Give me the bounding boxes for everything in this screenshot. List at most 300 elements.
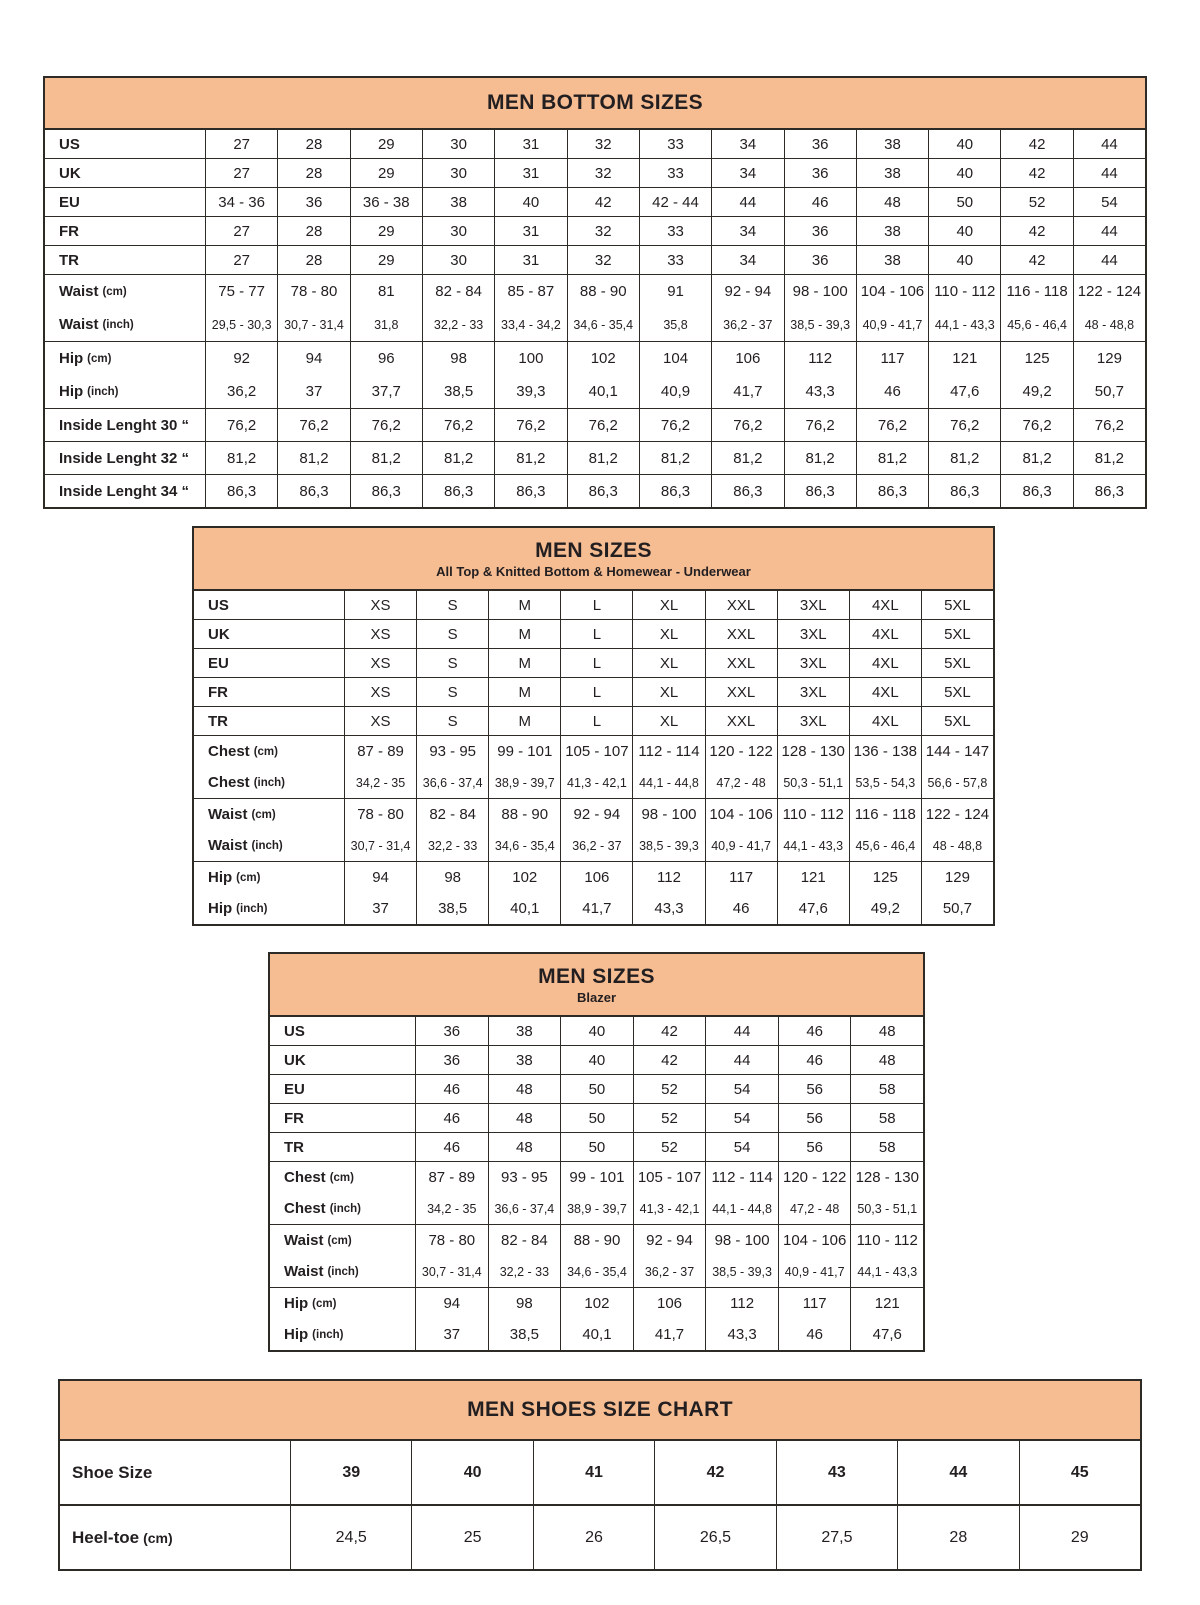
size-value: 3XL (799, 683, 827, 701)
size-value: 86,3 (588, 482, 618, 500)
size-cell (488, 1288, 561, 1350)
size-cell (1000, 217, 1072, 245)
size-value: 40,1 (588, 383, 618, 400)
size-cell (784, 442, 856, 474)
size-value: 36 (811, 251, 829, 269)
size-cell (777, 678, 849, 706)
size-value: 37 (443, 1326, 461, 1343)
size-cell (567, 217, 639, 245)
size-cell (921, 707, 993, 735)
size-value: 41,7 (654, 1326, 685, 1343)
size-value: 29 (377, 222, 395, 240)
size-cell (784, 188, 856, 216)
size-cell (415, 1075, 488, 1103)
size-value: 93 - 95 (429, 743, 477, 760)
size-value: 29 (1070, 1528, 1089, 1546)
size-cell (639, 475, 711, 507)
size-cell (777, 620, 849, 648)
size-cell (494, 409, 566, 441)
size-cell (850, 1075, 923, 1103)
size-cell (776, 1441, 897, 1504)
size-value: 30 (450, 164, 467, 182)
size-value: 110 - 112 (934, 283, 996, 300)
table-row (60, 1504, 1140, 1569)
row-label-line (72, 1441, 152, 1504)
size-value: 48 (516, 1080, 533, 1098)
size-value: 40 (956, 135, 974, 153)
size-value: 76,2 (588, 416, 618, 434)
size-cell (422, 246, 494, 274)
size-cell (205, 342, 277, 408)
size-value: 39 (342, 1463, 361, 1481)
size-value: 76,2 (516, 416, 546, 434)
size-cell (560, 707, 632, 735)
size-cell (633, 1133, 706, 1161)
row-label-text: Shoe Size (72, 1462, 153, 1482)
size-value: 40 (588, 1022, 606, 1040)
row-label-text: Waist (59, 283, 99, 300)
row-label-unit: (cm) (102, 285, 127, 298)
row-label-line (59, 246, 79, 274)
size-cell (778, 1046, 851, 1074)
size-value: 128 - 130 (855, 1169, 919, 1186)
row-label-line (208, 736, 278, 767)
size-cell (560, 799, 632, 861)
size-cell (350, 159, 422, 187)
size-value: 50 (588, 1138, 606, 1156)
row-label-line (208, 591, 229, 619)
size-value: 106 (735, 350, 761, 367)
table-row (45, 341, 1145, 408)
size-cell (849, 862, 921, 924)
size-cell (488, 707, 560, 735)
size-cell (416, 591, 488, 619)
size-cell (1073, 246, 1145, 274)
size-value: 136 - 138 (853, 743, 918, 760)
size-value: 43,3 (805, 383, 835, 400)
size-value: 38,5 - 39,3 (790, 317, 851, 332)
size-cell (560, 736, 632, 798)
size-cell (422, 475, 494, 507)
size-value: 34,2 - 35 (355, 775, 406, 790)
men-shoes-size-table (58, 1379, 1142, 1571)
size-cell (411, 1506, 532, 1569)
size-cell (416, 862, 488, 924)
size-value: XXL (726, 654, 756, 672)
size-value: 38,5 - 39,3 (712, 1264, 772, 1279)
size-value: 50,3 - 51,1 (783, 775, 844, 790)
size-cell (205, 475, 277, 507)
size-value: M (518, 712, 532, 730)
size-cell (1000, 342, 1072, 408)
row-label-unit: (inch) (329, 1202, 361, 1215)
size-value: 50,7 (942, 900, 973, 917)
table-row (194, 706, 993, 735)
size-value: 78 - 80 (357, 806, 404, 823)
size-cell (633, 1225, 706, 1287)
size-cell (277, 442, 349, 474)
size-value: 85 - 87 (507, 283, 555, 300)
size-cell (778, 1104, 851, 1132)
size-value: 116 - 118 (854, 806, 916, 823)
size-value: 46 (443, 1138, 461, 1156)
size-value: 121 (874, 1295, 900, 1312)
size-cell (560, 1133, 633, 1161)
size-value: 52 (661, 1109, 678, 1127)
size-cell (921, 799, 993, 861)
size-value: 40,9 - 41,7 (784, 1264, 845, 1279)
size-value: 28 (305, 251, 323, 269)
row-label-line (208, 799, 276, 830)
size-value: 28 (305, 222, 323, 240)
size-cell (277, 475, 349, 507)
size-cell (856, 246, 928, 274)
size-cell (277, 159, 349, 187)
size-value: 42 (1028, 135, 1046, 153)
size-value: XL (659, 625, 679, 643)
size-value: S (447, 596, 458, 614)
size-cell (1019, 1441, 1140, 1504)
size-value: 52 (1028, 193, 1046, 211)
row-label-line (59, 375, 118, 408)
size-value: 5XL (944, 683, 971, 701)
size-value: 45 (1070, 1463, 1089, 1481)
size-value: 44,1 - 43,3 (783, 838, 844, 853)
size-cell (633, 1046, 706, 1074)
size-value: M (518, 596, 532, 614)
row-label-text: UK (59, 164, 81, 182)
size-cell (350, 275, 422, 341)
table-title: MEN SIZES (538, 965, 655, 988)
size-value: 34,6 - 35,4 (494, 838, 555, 853)
size-value: 27 (233, 251, 250, 269)
size-cell (849, 707, 921, 735)
size-value: 38,5 (509, 1326, 539, 1343)
size-cell (849, 649, 921, 677)
size-value: 92 (233, 350, 250, 367)
size-value: 102 (590, 350, 616, 367)
size-cell (1073, 188, 1145, 216)
size-value: 49,2 (1022, 383, 1052, 400)
size-value: 41,7 (582, 900, 612, 917)
size-cell (711, 442, 783, 474)
size-cell (350, 342, 422, 408)
size-cell (1073, 275, 1145, 341)
row-label-line (284, 1288, 336, 1319)
size-value: 50 (956, 193, 974, 211)
size-value: 29 (377, 251, 395, 269)
size-value: 38,5 (438, 900, 468, 917)
size-value: 78 - 80 (290, 283, 338, 300)
size-value: 32,2 - 33 (499, 1264, 550, 1279)
size-value: 44,1 - 43,3 (857, 1264, 918, 1279)
row-label-unit: (inch) (253, 776, 285, 789)
row-label-line (208, 649, 229, 677)
size-value: 32 (594, 135, 612, 153)
size-value: 88 - 90 (579, 283, 627, 300)
size-cell (928, 475, 1000, 507)
size-value: 34,6 - 35,4 (567, 1264, 627, 1279)
size-value: 29,5 - 30,3 (211, 317, 272, 332)
size-cell (416, 678, 488, 706)
size-cell (560, 1046, 633, 1074)
size-cell (350, 217, 422, 245)
size-value: 4XL (871, 625, 899, 643)
row-label-unit: (cm) (143, 1529, 173, 1546)
size-value: XL (659, 712, 679, 730)
size-value: 102 (584, 1295, 610, 1312)
size-value: 25 (463, 1528, 482, 1546)
size-value: 3XL (799, 625, 827, 643)
size-value: 47,6 (798, 900, 828, 917)
size-value: 40,9 (660, 383, 691, 400)
size-value: 4XL (871, 712, 899, 730)
size-value: 36 (811, 135, 829, 153)
size-value: 48 (878, 1051, 896, 1069)
size-value: 81,2 (371, 449, 401, 467)
row-label-text: FR (59, 222, 79, 240)
size-value: 44 (739, 193, 757, 211)
size-value: 38,9 - 39,7 (567, 1201, 627, 1216)
row-label-line (59, 217, 79, 245)
size-cell (705, 1162, 778, 1224)
size-value: 38,5 (443, 383, 474, 400)
table-row (270, 1074, 923, 1103)
size-cell (639, 275, 711, 341)
size-cell (705, 649, 777, 677)
size-value: 34 (739, 164, 757, 182)
size-value: 104 (663, 350, 689, 367)
row-label-unit: (cm) (312, 1297, 337, 1310)
size-cell (494, 159, 566, 187)
men-sizes-top-table (192, 526, 995, 926)
size-cell (567, 275, 639, 341)
size-cell (488, 620, 560, 648)
size-value: XS (370, 712, 391, 730)
size-cell (494, 342, 566, 408)
size-cell (1073, 342, 1145, 408)
size-cell (639, 246, 711, 274)
size-cell (350, 475, 422, 507)
size-value: 86,3 (299, 482, 329, 500)
size-value: 52 (661, 1138, 678, 1156)
row-label-line (284, 1193, 361, 1224)
size-value: 93 - 95 (501, 1169, 548, 1186)
table-row (194, 798, 993, 861)
size-cell (784, 475, 856, 507)
size-value: 52 (661, 1080, 678, 1098)
size-cell (921, 736, 993, 798)
row-label-unit: (cm) (236, 871, 261, 884)
size-cell (488, 736, 560, 798)
size-value: 33 (667, 135, 684, 153)
size-value: 33 (667, 164, 684, 182)
table-row (194, 735, 993, 798)
table-row (270, 1103, 923, 1132)
size-cell (488, 1225, 561, 1287)
size-cell (928, 130, 1000, 158)
size-value: 99 - 101 (569, 1169, 625, 1186)
size-cell (1073, 217, 1145, 245)
size-value: 58 (878, 1080, 896, 1098)
size-cell (560, 591, 632, 619)
size-value: 37 (372, 900, 389, 917)
size-value: 47,2 - 48 (790, 1201, 840, 1216)
size-value: 125 (872, 869, 898, 886)
size-value: 44 (1101, 251, 1118, 269)
row-label-line (208, 620, 230, 648)
row-label (60, 1441, 290, 1504)
size-cell (784, 159, 856, 187)
size-value: 76,2 (805, 416, 835, 434)
row-label-text: TR (208, 712, 228, 730)
size-cell (277, 275, 349, 341)
size-value: 116 - 118 (1006, 283, 1068, 300)
row-label-text: Inside Lenght 34 “ (59, 482, 190, 500)
row-label-text: Hip (59, 350, 84, 367)
row-label-line (284, 1162, 354, 1193)
size-value: S (447, 712, 458, 730)
size-value: 38 (884, 222, 901, 240)
size-cell (567, 442, 639, 474)
size-cell (850, 1162, 923, 1224)
size-cell (632, 591, 704, 619)
size-value: XXL (726, 683, 756, 701)
size-value: 91 (667, 283, 684, 300)
table-row (270, 1017, 923, 1045)
size-value: 40 (588, 1051, 606, 1069)
size-value: 48 (884, 193, 901, 211)
size-cell (778, 1162, 851, 1224)
size-value: 81,2 (1022, 449, 1052, 467)
size-value: 46 (806, 1022, 824, 1040)
size-cell (205, 130, 277, 158)
size-cell (494, 130, 566, 158)
row-label-unit: (inch) (236, 902, 268, 915)
size-cell (856, 188, 928, 216)
size-cell (639, 188, 711, 216)
size-cell (1000, 188, 1072, 216)
size-cell (344, 799, 416, 861)
size-value: 96 (377, 350, 395, 367)
table-body (45, 130, 1145, 507)
size-cell (705, 1104, 778, 1132)
size-cell (632, 799, 704, 861)
size-cell (488, 1046, 561, 1074)
size-value: 46 (811, 193, 829, 211)
size-value: 28 (305, 135, 323, 153)
size-cell (290, 1506, 411, 1569)
row-label-text: Waist (59, 316, 99, 333)
size-value: 110 - 112 (782, 806, 844, 823)
table-row (45, 274, 1145, 341)
row-label-line (208, 893, 267, 924)
size-value: 27 (233, 222, 250, 240)
size-cell (494, 217, 566, 245)
row-label-unit: (inch) (251, 839, 283, 852)
size-value: 82 - 84 (435, 283, 482, 300)
row-label-text: TR (59, 251, 79, 269)
size-cell (416, 620, 488, 648)
men-bottom-sizes-table (43, 76, 1147, 509)
row-label-text: Hip (59, 383, 84, 400)
size-value: 99 - 101 (497, 743, 553, 760)
size-cell (415, 1104, 488, 1132)
size-value: 3XL (799, 654, 827, 672)
size-cell (494, 442, 566, 474)
row-label (194, 591, 344, 619)
size-cell (928, 188, 1000, 216)
size-cell (705, 1046, 778, 1074)
row-label-unit: (cm) (327, 1234, 352, 1247)
size-value: 36 (811, 222, 829, 240)
size-value: 81 (377, 283, 395, 300)
size-value: 81,2 (1094, 449, 1124, 467)
size-value: 26 (585, 1528, 603, 1546)
row-label-unit: (inch) (327, 1265, 359, 1278)
size-value: 40 (522, 193, 540, 211)
size-value: 31 (522, 222, 540, 240)
row-label-unit: (cm) (87, 352, 112, 365)
size-value: 46 (806, 1051, 824, 1069)
row-label (45, 188, 205, 216)
size-value: S (447, 654, 458, 672)
size-cell (411, 1441, 532, 1504)
size-value: 98 (444, 869, 461, 886)
size-value: 44,1 - 43,3 (934, 317, 995, 332)
size-value: 34 - 36 (218, 193, 265, 211)
size-value: XXL (726, 712, 756, 730)
row-label-unit: (cm) (329, 1171, 354, 1184)
size-value: 4XL (871, 654, 899, 672)
size-value: 53,5 - 54,3 (855, 775, 916, 790)
size-value: XL (659, 596, 679, 614)
size-value: 4XL (871, 596, 899, 614)
size-value: 75 - 77 (218, 283, 265, 300)
row-label-text: FR (208, 683, 228, 701)
size-value: 43,3 (654, 900, 684, 917)
size-cell (560, 1075, 633, 1103)
size-cell (711, 217, 783, 245)
size-value: 37 (305, 383, 323, 400)
size-value: 33 (667, 222, 684, 240)
size-cell (777, 736, 849, 798)
size-value: 125 (1024, 350, 1050, 367)
row-label-text: Heel-toe (72, 1527, 140, 1547)
size-cell (205, 159, 277, 187)
size-value: 94 (372, 869, 389, 886)
row-label-line (59, 409, 189, 441)
size-cell (205, 442, 277, 474)
size-cell (705, 1288, 778, 1350)
size-cell (344, 591, 416, 619)
size-value: 92 - 94 (724, 283, 772, 300)
row-label-text: Hip (284, 1295, 309, 1312)
row-label-text: Chest (284, 1169, 326, 1186)
size-value: 38 (884, 135, 901, 153)
size-cell (784, 217, 856, 245)
size-cell (560, 620, 632, 648)
size-value: 34,2 - 35 (427, 1201, 477, 1216)
size-value: 76,2 (950, 416, 980, 434)
size-cell (850, 1046, 923, 1074)
size-cell (849, 591, 921, 619)
size-cell (705, 678, 777, 706)
size-value: 81,2 (299, 449, 329, 467)
row-label (194, 707, 344, 735)
size-value: 128 - 130 (781, 743, 845, 760)
size-cell (560, 649, 632, 677)
